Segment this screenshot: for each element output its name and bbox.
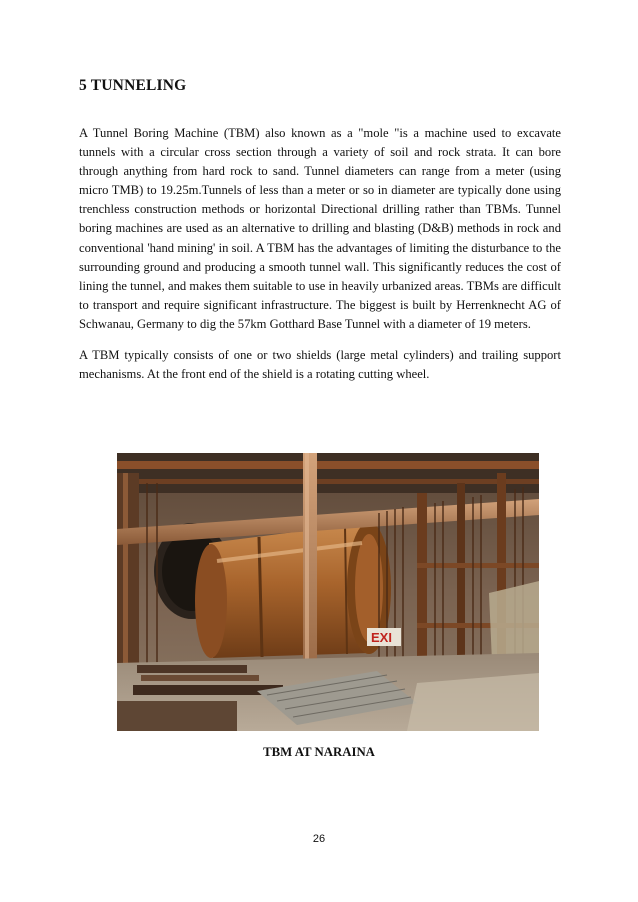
section-heading: 5 TUNNELING: [79, 77, 187, 94]
tbm-photo: [117, 453, 539, 731]
figure-caption: TBM AT NARAINA: [263, 745, 375, 759]
page-number: 26: [312, 833, 326, 845]
body-paragraph-1: A Tunnel Boring Machine (TBM) also known as a "mole "is a machine used to excavate tunnels with a circular cross section through a variety of soil and rock strata. It can bore through anything from hard rock to sand. Tunnel diameters can range from a meter (using micro TMB) to 19.25m.Tunnels of less than a meter or so in diameter are typically done using trenchless construction methods or horizontal Directional drilling rather than TBMs. Tunnel boring machines are used as an alternative to drilling and blasting (D&B) methods in rock and conventional 'hand mining' in soil. A TBM has the advantages of limiting the disturbance to the surrounding ground and producing a smooth tunnel wall. This significantly reduces the cost of lining the tunnel, and makes them suitable to use in heavily urbanized areas. TBMs are difficult to transport and require significant infrastructure. The biggest is built by Herrenknecht AG of Schwanau, Germany to dig the 57km Gotthard Base Tunnel with a diameter of 19 meters.: [79, 126, 561, 331]
exit-sign: EXI: [371, 630, 392, 645]
body-paragraph-2: A TBM typically consists of one or two shields (large metal cylinders) and trailing support mechanisms. At the front end of the shield is a rotating cutting wheel.: [79, 348, 561, 382]
